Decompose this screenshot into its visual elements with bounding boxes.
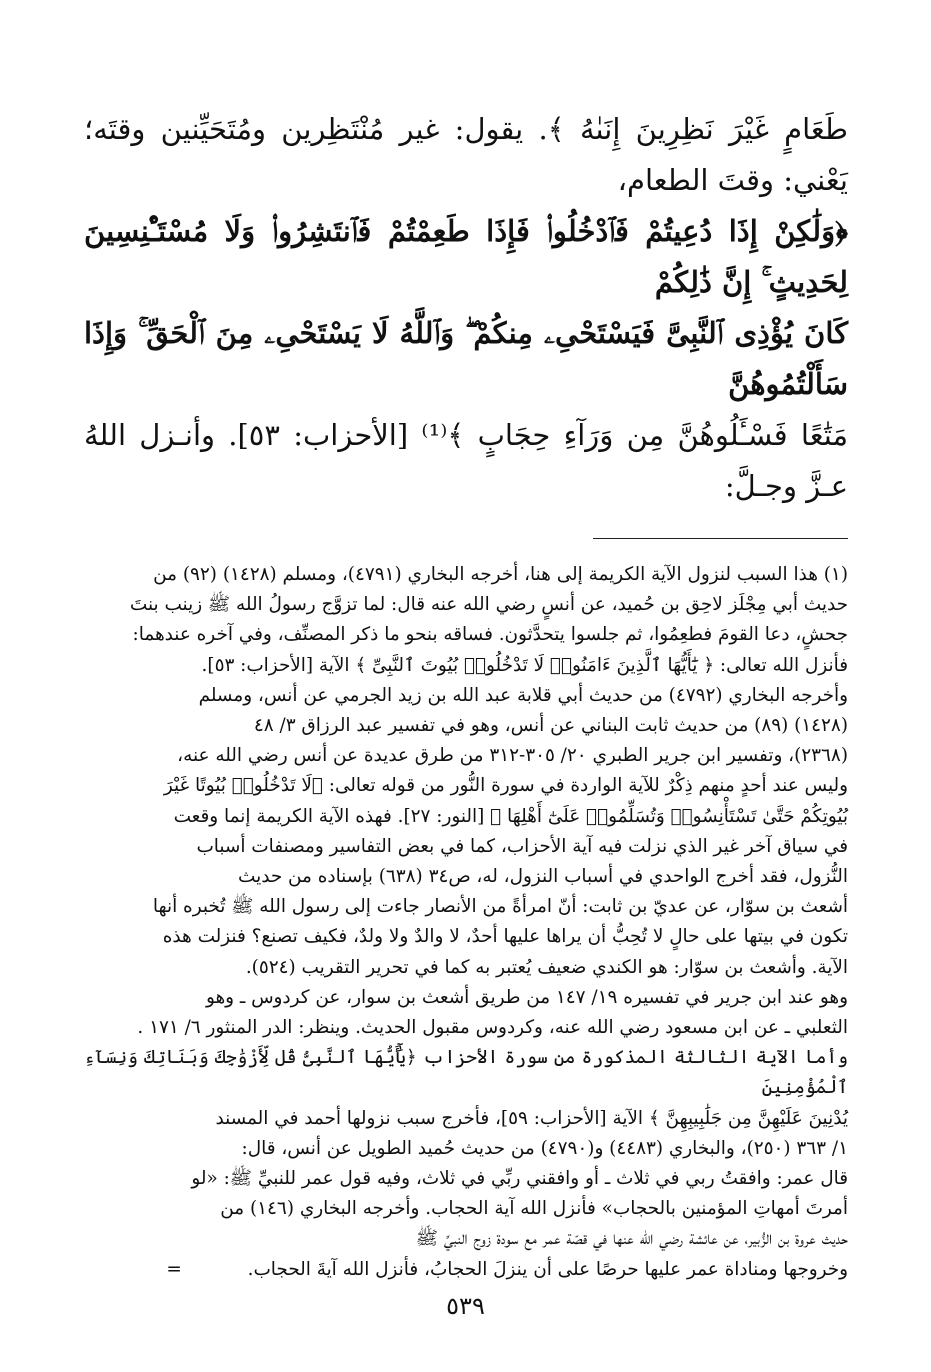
footnote-line: قال عمر: وافقتُ ربي في ثلاث ـ أو وافقني ربِّي في ثلاث، وفيه قول عمر للنبيِّ ﷺ: «لو bbox=[191, 1168, 848, 1190]
footnote-line: وأخرجه البخاري (٤٧٩٢) من حديث أبي قلابة عبد الله بن زيد الجرمي عن أنس، ومسلم bbox=[198, 684, 848, 706]
footnote-line: وأما الآية الثالثة المذكورة من سورة الأحزاب ﴿يَٰٓأَيُّهَا ٱلنَّبِىُّ قُل لِّأَزْوَٰجِكَ وَبَنَاتِكَ وَنِسَآءِ ٱلْمُؤْمِنِينَ bbox=[84, 1047, 848, 1099]
footnote-line: الآية. وأشعث بن سوّار: هو الكندي ضعيف يُعتبر به كما في تحرير التقريب (٥٢٤). bbox=[245, 956, 848, 978]
page-number: ٥٣٩ bbox=[446, 1292, 485, 1320]
footnote-line: يُدْنِينَ عَلَيْهِنَّ مِن جَلَٰبِيبِهِنَّ ﴾ الآية [الأحزاب: ٥٩]، فأخرج سبب نزولها أحمد في المسند bbox=[215, 1107, 848, 1129]
footnotes bbox=[84, 560, 848, 1285]
footnote-line: بُيُوتِكُمْ حَتَّىٰ تَسْتَأْنِسُوا۟ وَتُسَلِّمُوا۟ عَلَىٰٓ أَهْلِهَا ﴾ [النور: ٢٧]. فهذه الآية الكريمة إنما وقعت bbox=[173, 805, 848, 827]
footnote-last-line bbox=[84, 1255, 848, 1285]
main-text-line: ﴿وَلَٰكِنْ إِذَا دُعِيتُمْ فَٱدْخُلُوا۟ فَإِذَا طَعِمْتُمْ فَٱنتَشِرُوا۟ وَلَا مُسْتَـْٔنِسِينَ لِحَدِيثٍ ۚ إِنَّ ذَٰلِكُمْ bbox=[84, 214, 848, 299]
footnote-line: فأنزل الله تعالى: ﴿ يَٰٓأَيُّهَا ٱلَّذِينَ ءَامَنُوا۟ لَا تَدْخُلُوا۟ بُيُوتَ ٱلنَّبِىِّ ﴾ الآية [الأحزاب: ٥٣]. bbox=[201, 654, 848, 676]
footnote-line: (١) هذا السبب لنزول الآية الكريمة إلى هنا، أخرجه البخاري (٤٧٩١)، ومسلم (١٤٢٨) (٩٢) من bbox=[153, 564, 848, 585]
page-body bbox=[84, 104, 848, 1285]
footnote-line: حديث عروة بن الزُّبير، عن عائشة رضي الله عنها في قصّة عمر مع سودة زوج النبيِّ ﷺ bbox=[415, 1228, 848, 1250]
continuation-mark: = bbox=[166, 1258, 182, 1280]
footnote-line: أشعث بن سوّار، عن عديّ بن ثابت: أنّ امرأةً من الأنصار جاءت إلى رسول الله ﷺ تُخبره أنها bbox=[152, 896, 848, 918]
main-text-line: كَانَ يُؤْذِى ٱلنَّبِىَّ فَيَسْتَحْىِۦ مِنكُمْ ۖ وَٱللَّهُ لَا يَسْتَحْىِۦ مِنَ ٱلْحَقِّ ۚ وَإِذَا سَأَلْتُمُوهُنَّ bbox=[84, 316, 848, 401]
main-text bbox=[84, 104, 848, 512]
footnote-line: وهو عند ابن جرير في تفسيره ١٩/ ١٤٧ من طريق أشعث بن سوار، عن كردوس ـ وهو bbox=[205, 986, 848, 1008]
footnote-separator bbox=[593, 538, 848, 539]
footnote-line: (٢٣٦٨)، وتفسير ابن جرير الطبري ٢٠/ ٣٠٥-٣١٢ من طرق عديدة عن أنس رضي الله عنه، bbox=[177, 745, 848, 767]
main-text-line: مَتَٰعًا فَسْـَٔلُوهُنَّ مِن وَرَآءِ حِجَابٍ ﴾⁽¹⁾ [الأحزاب: ٥٣]. وأنـزل اللهُ عـزَّ وجـلَّ: bbox=[84, 418, 848, 503]
footnote-line: النُّزول، فقد أخرج الواحدي في أسباب النزول، له، ص٣٤ (٦٣٨) بإسناده من حديث bbox=[238, 866, 848, 888]
footnote-line: أمرتَ أمهاتِ المؤمنين بالحجاب» فأنزل الله آية الحجاب. وأخرجه البخاري (١٤٦) من bbox=[220, 1198, 848, 1220]
footnote-line: (١٤٢٨) (٨٩) من حديث ثابت البناني عن أنس، وهو في تفسير عبد الرزاق ٣/ ٤٨ bbox=[253, 715, 848, 737]
footnote-line: وخروجها ومناداة عمر عليها حرصًا على أن ينزلَ الحجابُ، فأنزل الله آيةَ الحجاب. bbox=[247, 1258, 848, 1280]
footnote-line: تكون في بيتها على حالٍ لا تُحِبُّ أن يراها عليها أحدٌ، لا والدٌ ولا ولدٌ، فكيف تصنع؟ فنزلت هذه bbox=[162, 926, 848, 948]
footnote-line: الثعلبي ـ عن ابن مسعود رضي الله عنه، وكردوس مقبول الحديث. وينظر: الدر المنثور ٦/ ١٧١ . bbox=[137, 1017, 848, 1039]
footnote-line: جحشٍ، دعا القومَ فطعِمُوا، ثم جلسوا يتحدَّثون. فساقه بنحو ما ذكر المصنِّف، وفي آخره عندهما: bbox=[132, 624, 848, 646]
footnote-line: ١/ ٣٦٣ (٢٥٠)، والبخاري (٤٤٨٣) و(٤٧٩٠) من حديث حُميد الطويل عن أنس، قال: bbox=[241, 1137, 848, 1159]
footnote-line: حديث أبي مِجْلَز لاحِق بن حُميد، عن أنسٍ رضي الله عنه قال: لما تزوَّج رسولُ الله ﷺ زينب بنتَ bbox=[129, 594, 848, 616]
footnote-line: وليس عند أحدٍ منهم ذِكْرٌ للآية الواردة في سورة النُّور من قوله تعالى: ﴿لَا تَدْخُلُوا۟ بُيُوتًا غَيْرَ bbox=[163, 775, 848, 797]
main-text-line: طَعَامٍ غَيْرَ نَظِرِينَ إِنَىٰهُ ﴾. يقول: غير مُنْتَظِرين ومُتَحَيِّنين وقتَه؛ يَعْني: وقتَ الطعام، bbox=[84, 112, 848, 197]
footnote-line: في سياق آخر غير الذي نزلت فيه آية الأحزاب، كما في بعض التفاسير ومصنفات أسباب bbox=[196, 835, 848, 857]
